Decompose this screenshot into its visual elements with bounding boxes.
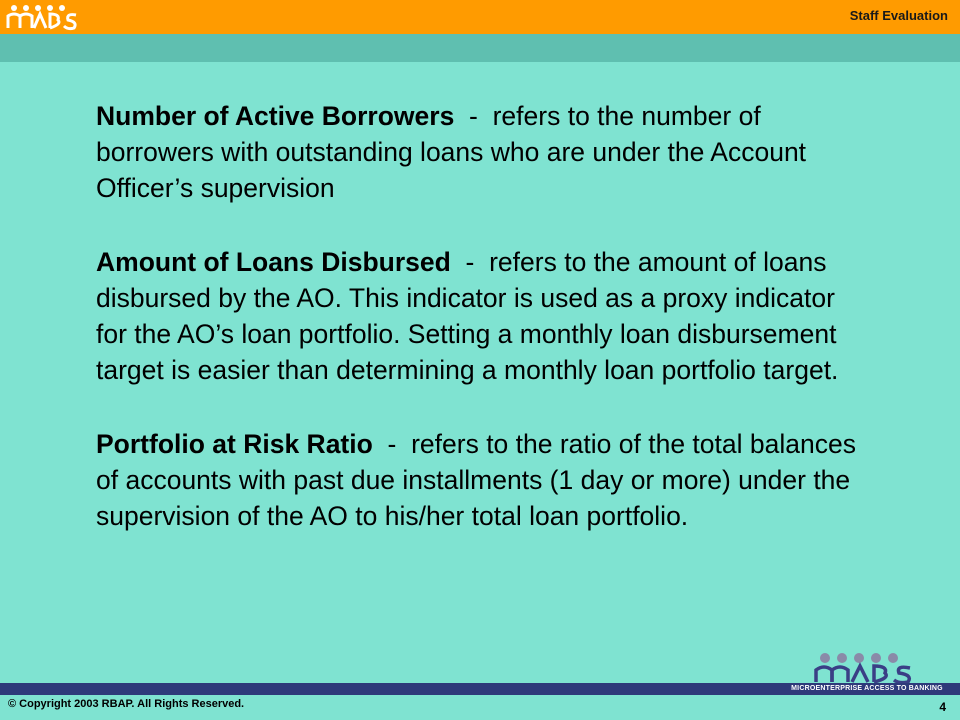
definition-term: Number of Active Borrowers	[96, 101, 455, 131]
page-number: 4	[939, 700, 946, 714]
copyright-notice: © Copyright 2003 RBAP. All Rights Reserved.	[8, 698, 245, 710]
footer-bar	[0, 683, 960, 695]
header-stripe	[0, 34, 960, 62]
brand-tagline: MICROENTERPRISE ACCESS TO BANKING	[791, 685, 943, 692]
definition-paragraph	[96, 98, 856, 206]
definition-text: refers to the amount of loans disbursed by the AO. This indicator is used as a proxy indicator for the AO’s loan portfolio. Setting a monthly loan disbursement target is easier than determining a monthly loan portfolio target.	[96, 247, 839, 385]
definition-paragraph	[96, 244, 856, 388]
definition-text: refers to the number of borrowers with outstanding loans who are under the Account Officer’s supervision	[96, 101, 807, 203]
slide-section-title: Staff Evaluation	[849, 8, 948, 23]
definition-term: Portfolio at Risk Ratio	[96, 429, 373, 459]
definition-paragraph	[96, 426, 856, 534]
definitions-body	[96, 98, 856, 572]
definition-text: refers to the ratio of the total balances of accounts with past due installments (1 day or more) under the supervision of the AO to his/her total loan portfolio.	[96, 429, 856, 531]
definition-term: Amount of Loans Disbursed	[96, 247, 451, 277]
mabs-logo-icon	[4, 2, 84, 32]
definition-separator: -	[454, 101, 493, 131]
definition-separator: -	[450, 247, 490, 277]
definition-separator: -	[372, 429, 412, 459]
header-bar	[0, 0, 960, 34]
